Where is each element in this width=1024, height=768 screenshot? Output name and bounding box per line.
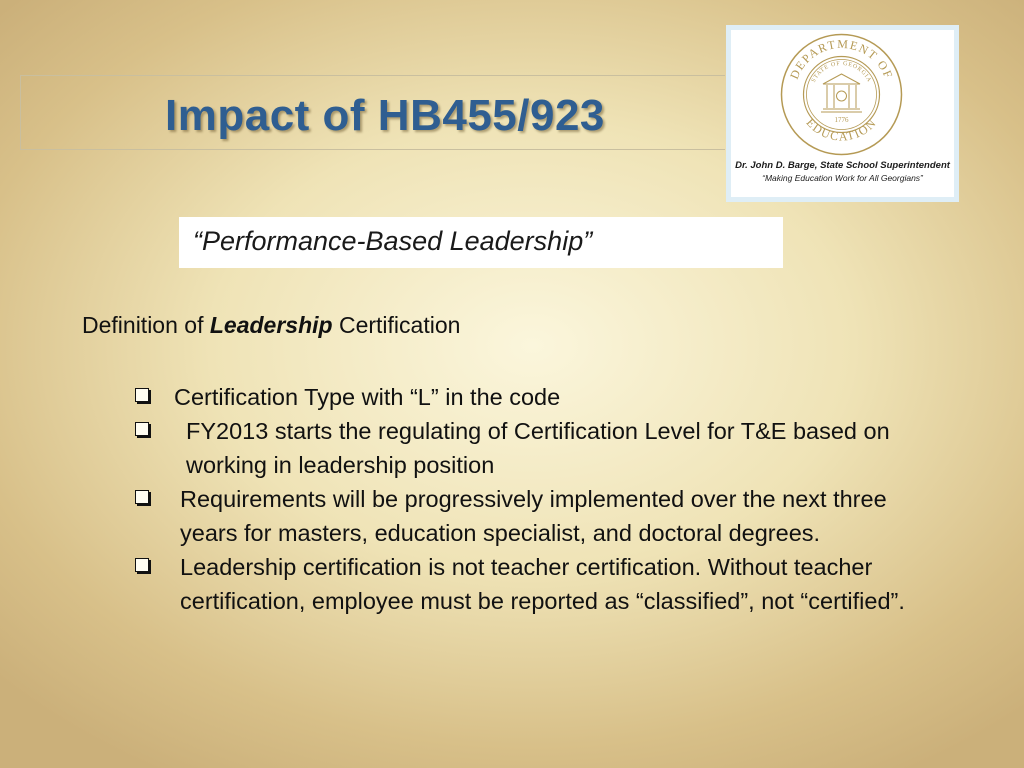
- logo-panel: [726, 25, 959, 202]
- seal-inner-text: STATE OF GEORGIA: [810, 60, 873, 84]
- bullet-text: Leadership certification is not teacher certification. Without teacher certification, employee must be reported as “classified”, not “certified”.: [180, 554, 905, 614]
- list-item: [132, 380, 912, 414]
- seal-year: 1776: [834, 116, 849, 124]
- list-item: [132, 482, 912, 550]
- logo-card: [731, 30, 954, 197]
- definition-heading: [82, 312, 460, 339]
- bullet-list: [132, 380, 912, 618]
- definition-suffix: Certification: [332, 312, 461, 338]
- bullet-text: Requirements will be progressively implemented over the next three years for masters, education specialist, and doctoral degrees.: [180, 486, 887, 546]
- list-item: [132, 550, 912, 618]
- checkbox-square-icon: [135, 422, 149, 436]
- bullet-text: FY2013 starts the regulating of Certification Level for T&E based on working in leadership position: [186, 418, 890, 478]
- slide-title: Impact of HB455/923: [165, 91, 605, 140]
- superintendent-name: Dr. John D. Barge, State School Superintendent: [735, 160, 950, 171]
- definition-emphasis: Leadership: [209, 312, 333, 338]
- list-item: [132, 414, 912, 482]
- bullet-text: Certification Type with “L” in the code: [174, 384, 561, 410]
- capitol-arch-icon: [821, 74, 862, 112]
- department-seal-logo: [779, 32, 904, 157]
- subtitle-banner: “Performance-Based Leadership”: [179, 217, 783, 268]
- logo-motto: “Making Education Work for All Georgians”: [762, 173, 923, 183]
- seal-top-text: DEPARTMENT OF: [787, 36, 896, 82]
- checkbox-square-icon: [135, 490, 149, 504]
- checkbox-square-icon: [135, 388, 149, 402]
- checkbox-square-icon: [135, 558, 149, 572]
- definition-prefix: Definition of: [82, 312, 210, 338]
- seal-bottom-text: EDUCATION: [803, 115, 880, 144]
